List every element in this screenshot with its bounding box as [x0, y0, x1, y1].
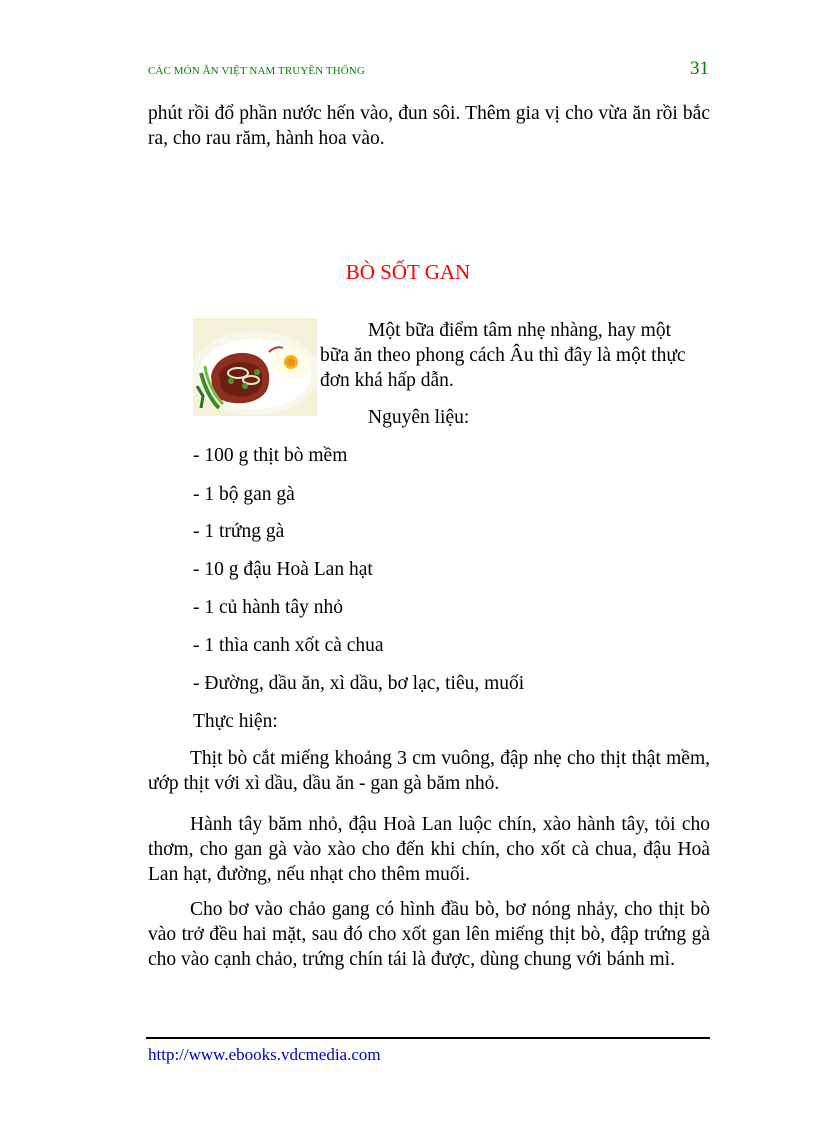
method-label: Thực hiện:: [193, 711, 278, 732]
ingredients-label: Nguyên liệu:: [368, 407, 470, 428]
footer-divider: [146, 1037, 710, 1039]
ingredient-item: - 10 g đậu Hoà Lan hạt: [193, 559, 373, 580]
beef-dish-illustration: [193, 318, 317, 416]
dish-image: [193, 318, 317, 416]
method-step: Cho bơ vào chảo gang có hình đầu bò, bơ nóng nhảy, cho thịt bò vào trở đều hai mặt, sau đó cho xốt gan lên miếng thịt bò, đập trứng gà cho vào cạnh chảo, trứng chín tái là được, dùng chung với bánh mì.: [148, 899, 710, 970]
ingredient-item: - Đường, dầu ăn, xì dầu, bơ lạc, tiêu, muối: [193, 673, 525, 694]
ingredient-item: - 1 củ hành tây nhỏ: [193, 597, 344, 618]
ingredient-item: - 1 trứng gà: [193, 521, 285, 542]
footer-url-link[interactable]: http://www.ebooks.vdcmedia.com: [148, 1045, 381, 1064]
recipe-title: BÒ SỐT GAN: [345, 260, 471, 284]
ingredient-item: - 1 bộ gan gà: [193, 484, 295, 505]
ingredient-item: - 100 g thịt bò mềm: [193, 445, 348, 466]
method-step: Hành tây băm nhỏ, đậu Hoà Lan luộc chín, xào hành tây, tỏi cho thơm, cho gan gà vào xào cho đến khi chín, cho xốt cà chua, đậu Hoà Lan hạt, đường, nếu nhạt cho thêm muối.: [148, 814, 710, 885]
page-number: 31: [690, 58, 709, 79]
recipe-intro-line-2: bữa ăn theo phong cách Âu thì đây là một thực: [320, 345, 686, 366]
book-title: CÁC MÓN ĂN VIỆT NAM TRUYỀN THỐNG: [148, 65, 365, 77]
method-step: Thịt bò cắt miếng khoảng 3 cm vuông, đập nhẹ cho thịt thật mềm, ướp thịt với xì dầu, dầu ăn - gan gà băm nhỏ.: [148, 748, 710, 794]
ingredient-item: - 1 thìa canh xốt cà chua: [193, 635, 384, 656]
continuation-paragraph: phút rồi đổ phần nước hến vào, đun sôi. Thêm gia vị cho vừa ăn rồi bắc ra, cho rau răm, hành hoa vào.: [148, 103, 710, 149]
recipe-intro-line-3: đơn khá hấp dẫn.: [320, 370, 454, 391]
recipe-intro-line-1: Một bữa điểm tâm nhẹ nhàng, hay một: [368, 320, 672, 341]
